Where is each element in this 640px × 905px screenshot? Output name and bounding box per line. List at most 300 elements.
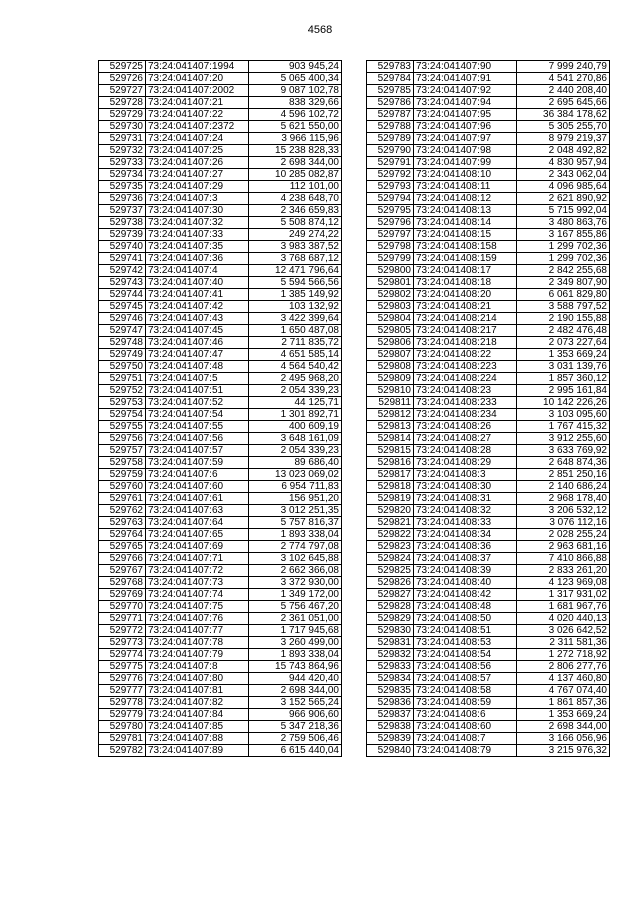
table-row	[99, 469, 342, 481]
cadastral-value-cell: 944 420,40	[249, 673, 342, 685]
cadastral-number-cell: 73:24:041407:41	[146, 289, 249, 301]
record-number-cell: 529784	[367, 73, 414, 85]
cadastral-value-cell: 3 768 687,12	[249, 253, 342, 265]
cadastral-number-cell: 73:24:041408:159	[414, 253, 517, 265]
cadastral-number-cell: 73:24:041407:46	[146, 337, 249, 349]
table-row	[99, 241, 342, 253]
table-row	[367, 637, 610, 649]
cadastral-number-cell: 73:24:041407:74	[146, 589, 249, 601]
cadastral-value-cell: 2 711 835,72	[249, 337, 342, 349]
record-number-cell: 529795	[367, 205, 414, 217]
cadastral-number-cell: 73:24:041408:36	[414, 541, 517, 553]
record-number-cell: 529769	[99, 589, 146, 601]
record-number-cell: 529822	[367, 529, 414, 541]
cadastral-value-cell: 966 906,60	[249, 709, 342, 721]
cadastral-number-cell: 73:24:041407:2372	[146, 121, 249, 133]
cadastral-value-cell: 3 103 095,60	[517, 409, 610, 421]
cadastral-value-cell: 9 087 102,78	[249, 85, 342, 97]
cadastral-table-right	[366, 60, 610, 757]
cadastral-number-cell: 73:24:041407:4	[146, 265, 249, 277]
table-row	[367, 109, 610, 121]
cadastral-number-cell: 73:24:041408:37	[414, 553, 517, 565]
cadastral-value-cell: 1 717 945,68	[249, 625, 342, 637]
cadastral-number-cell: 73:24:041407:98	[414, 145, 517, 157]
cadastral-value-cell: 3 026 642,52	[517, 625, 610, 637]
table-row	[99, 673, 342, 685]
cadastral-value-cell: 3 983 387,52	[249, 241, 342, 253]
cadastral-value-cell: 2 054 339,23	[249, 445, 342, 457]
cadastral-number-cell: 73:24:041407:43	[146, 313, 249, 325]
table-row	[367, 529, 610, 541]
cadastral-number-cell: 73:24:041408:20	[414, 289, 517, 301]
record-number-cell: 529727	[99, 85, 146, 97]
cadastral-number-cell: 73:24:041407:25	[146, 145, 249, 157]
table-row	[99, 565, 342, 577]
record-number-cell: 529745	[99, 301, 146, 313]
cadastral-number-cell: 73:24:041408:15	[414, 229, 517, 241]
table-row	[367, 193, 610, 205]
table-row	[99, 229, 342, 241]
record-number-cell: 529802	[367, 289, 414, 301]
table-row	[99, 661, 342, 673]
table-row	[367, 433, 610, 445]
table-row	[367, 373, 610, 385]
table-row	[99, 421, 342, 433]
record-number-cell: 529837	[367, 709, 414, 721]
table-row	[367, 421, 610, 433]
record-number-cell: 529753	[99, 397, 146, 409]
table-row	[367, 217, 610, 229]
table-row	[367, 265, 610, 277]
cadastral-value-cell: 3 102 645,88	[249, 553, 342, 565]
cadastral-value-cell: 2 806 277,76	[517, 661, 610, 673]
cadastral-value-cell: 2 698 344,00	[517, 721, 610, 733]
record-number-cell: 529824	[367, 553, 414, 565]
table-row	[99, 265, 342, 277]
cadastral-number-cell: 73:24:041408:234	[414, 409, 517, 421]
cadastral-number-cell: 73:24:041407:3	[146, 193, 249, 205]
cadastral-number-cell: 73:24:041407:61	[146, 493, 249, 505]
table-row	[367, 565, 610, 577]
record-number-cell: 529823	[367, 541, 414, 553]
cadastral-value-cell: 1 299 702,36	[517, 253, 610, 265]
table-row	[367, 673, 610, 685]
cadastral-value-cell: 3 167 855,86	[517, 229, 610, 241]
table-row	[367, 589, 610, 601]
table-row	[99, 181, 342, 193]
cadastral-value-cell: 3 260 499,00	[249, 637, 342, 649]
record-number-cell: 529747	[99, 325, 146, 337]
cadastral-number-cell: 73:24:041408:14	[414, 217, 517, 229]
cadastral-number-cell: 73:24:041407:71	[146, 553, 249, 565]
cadastral-value-cell: 3 633 769,92	[517, 445, 610, 457]
record-number-cell: 529779	[99, 709, 146, 721]
cadastral-value-cell: 4 767 074,40	[517, 685, 610, 697]
cadastral-number-cell: 73:24:041407:75	[146, 601, 249, 613]
record-number-cell: 529838	[367, 721, 414, 733]
table-row	[99, 445, 342, 457]
record-number-cell: 529826	[367, 577, 414, 589]
cadastral-number-cell: 73:24:041408:39	[414, 565, 517, 577]
record-number-cell: 529772	[99, 625, 146, 637]
cadastral-number-cell: 73:24:041408:48	[414, 601, 517, 613]
table-row	[99, 301, 342, 313]
record-number-cell: 529728	[99, 97, 146, 109]
cadastral-number-cell: 73:24:041408:13	[414, 205, 517, 217]
cadastral-number-cell: 73:24:041407:2002	[146, 85, 249, 97]
cadastral-number-cell: 73:24:041408:27	[414, 433, 517, 445]
cadastral-number-cell: 73:24:041407:73	[146, 577, 249, 589]
cadastral-value-cell: 2 833 261,20	[517, 565, 610, 577]
table-row	[367, 517, 610, 529]
cadastral-value-cell: 3 031 139,76	[517, 361, 610, 373]
cadastral-number-cell: 73:24:041407:26	[146, 157, 249, 169]
cadastral-value-cell: 1 299 702,36	[517, 241, 610, 253]
table-row	[367, 133, 610, 145]
cadastral-value-cell: 1 681 967,76	[517, 601, 610, 613]
record-number-cell: 529797	[367, 229, 414, 241]
cadastral-number-cell: 73:24:041408:3	[414, 469, 517, 481]
cadastral-table-right-body	[367, 61, 610, 757]
record-number-cell: 529796	[367, 217, 414, 229]
cadastral-number-cell: 73:24:041408:56	[414, 661, 517, 673]
cadastral-number-cell: 73:24:041408:17	[414, 265, 517, 277]
cadastral-number-cell: 73:24:041407:21	[146, 97, 249, 109]
record-number-cell: 529754	[99, 409, 146, 421]
table-row	[367, 505, 610, 517]
cadastral-value-cell: 3 215 976,32	[517, 745, 610, 757]
record-number-cell: 529812	[367, 409, 414, 421]
cadastral-value-cell: 2 698 344,00	[249, 685, 342, 697]
cadastral-value-cell: 2 621 890,92	[517, 193, 610, 205]
table-row	[367, 481, 610, 493]
table-row	[367, 685, 610, 697]
cadastral-number-cell: 73:24:041407:30	[146, 205, 249, 217]
record-number-cell: 529770	[99, 601, 146, 613]
table-row	[99, 529, 342, 541]
cadastral-number-cell: 73:24:041408:57	[414, 673, 517, 685]
record-number-cell: 529750	[99, 361, 146, 373]
cadastral-number-cell: 73:24:041407:63	[146, 505, 249, 517]
cadastral-number-cell: 73:24:041408:10	[414, 169, 517, 181]
table-row	[367, 745, 610, 757]
record-number-cell: 529755	[99, 421, 146, 433]
cadastral-number-cell: 73:24:041408:34	[414, 529, 517, 541]
cadastral-value-cell: 5 065 400,34	[249, 73, 342, 85]
cadastral-value-cell: 2 349 807,90	[517, 277, 610, 289]
cadastral-value-cell: 2 361 051,00	[249, 613, 342, 625]
table-row	[99, 325, 342, 337]
record-number-cell: 529789	[367, 133, 414, 145]
cadastral-number-cell: 73:24:041407:97	[414, 133, 517, 145]
cadastral-value-cell: 2 995 161,84	[517, 385, 610, 397]
table-row	[367, 397, 610, 409]
table-row	[99, 217, 342, 229]
cadastral-value-cell: 5 621 550,00	[249, 121, 342, 133]
table-row	[367, 541, 610, 553]
table-row	[367, 385, 610, 397]
cadastral-value-cell: 36 384 178,62	[517, 109, 610, 121]
table-row	[367, 85, 610, 97]
cadastral-value-cell: 2 311 581,36	[517, 637, 610, 649]
record-number-cell: 529730	[99, 121, 146, 133]
cadastral-value-cell: 1 272 718,92	[517, 649, 610, 661]
cadastral-number-cell: 73:24:041407:95	[414, 109, 517, 121]
record-number-cell: 529748	[99, 337, 146, 349]
cadastral-value-cell: 2 968 178,40	[517, 493, 610, 505]
cadastral-number-cell: 73:24:041407:65	[146, 529, 249, 541]
record-number-cell: 529805	[367, 325, 414, 337]
cadastral-value-cell: 249 274,22	[249, 229, 342, 241]
cadastral-number-cell: 73:24:041407:32	[146, 217, 249, 229]
table-row	[99, 373, 342, 385]
cadastral-value-cell: 6 061 829,80	[517, 289, 610, 301]
table-row	[367, 121, 610, 133]
cadastral-number-cell: 73:24:041407:36	[146, 253, 249, 265]
table-row	[99, 193, 342, 205]
cadastral-value-cell: 3 206 532,12	[517, 505, 610, 517]
record-number-cell: 529743	[99, 277, 146, 289]
cadastral-number-cell: 73:24:041407:33	[146, 229, 249, 241]
cadastral-value-cell: 4 651 585,14	[249, 349, 342, 361]
table-row	[367, 325, 610, 337]
table-row	[367, 97, 610, 109]
cadastral-value-cell: 15 743 864,96	[249, 661, 342, 673]
record-number-cell: 529814	[367, 433, 414, 445]
cadastral-number-cell: 73:24:041407:47	[146, 349, 249, 361]
cadastral-number-cell: 73:24:041407:5	[146, 373, 249, 385]
table-row	[367, 253, 610, 265]
record-number-cell: 529839	[367, 733, 414, 745]
record-number-cell: 529825	[367, 565, 414, 577]
cadastral-number-cell: 73:24:041407:29	[146, 181, 249, 193]
record-number-cell: 529726	[99, 73, 146, 85]
table-row	[367, 601, 610, 613]
cadastral-number-cell: 73:24:041408:54	[414, 649, 517, 661]
cadastral-number-cell: 73:24:041407:48	[146, 361, 249, 373]
cadastral-number-cell: 73:24:041407:40	[146, 277, 249, 289]
cadastral-number-cell: 73:24:041407:81	[146, 685, 249, 697]
record-number-cell: 529799	[367, 253, 414, 265]
cadastral-number-cell: 73:24:041407:64	[146, 517, 249, 529]
table-row	[99, 577, 342, 589]
cadastral-number-cell: 73:24:041407:35	[146, 241, 249, 253]
cadastral-value-cell: 12 471 796,64	[249, 265, 342, 277]
cadastral-number-cell: 73:24:041407:42	[146, 301, 249, 313]
record-number-cell: 529749	[99, 349, 146, 361]
record-number-cell: 529792	[367, 169, 414, 181]
cadastral-value-cell: 6 615 440,04	[249, 745, 342, 757]
table-row	[99, 205, 342, 217]
cadastral-number-cell: 73:24:041408:53	[414, 637, 517, 649]
table-row	[99, 745, 342, 757]
cadastral-value-cell: 1 650 487,08	[249, 325, 342, 337]
record-number-cell: 529829	[367, 613, 414, 625]
record-number-cell: 529766	[99, 553, 146, 565]
cadastral-number-cell: 73:24:041408:217	[414, 325, 517, 337]
record-number-cell: 529787	[367, 109, 414, 121]
cadastral-number-cell: 73:24:041407:90	[414, 61, 517, 73]
cadastral-value-cell: 89 686,40	[249, 457, 342, 469]
cadastral-value-cell: 2 774 797,08	[249, 541, 342, 553]
table-row	[99, 637, 342, 649]
record-number-cell: 529809	[367, 373, 414, 385]
cadastral-value-cell: 5 594 566,56	[249, 277, 342, 289]
cadastral-number-cell: 73:24:041407:91	[414, 73, 517, 85]
record-number-cell: 529790	[367, 145, 414, 157]
cadastral-value-cell: 5 757 816,37	[249, 517, 342, 529]
record-number-cell: 529751	[99, 373, 146, 385]
table-row	[367, 733, 610, 745]
cadastral-table-left-body	[99, 61, 342, 757]
cadastral-number-cell: 73:24:041408:218	[414, 337, 517, 349]
cadastral-value-cell: 2 440 208,40	[517, 85, 610, 97]
record-number-cell: 529756	[99, 433, 146, 445]
cadastral-value-cell: 2 648 874,36	[517, 457, 610, 469]
cadastral-number-cell: 73:24:041407:8	[146, 661, 249, 673]
cadastral-value-cell: 4 137 460,80	[517, 673, 610, 685]
table-row	[99, 337, 342, 349]
cadastral-number-cell: 73:24:041407:59	[146, 457, 249, 469]
table-row	[99, 721, 342, 733]
cadastral-number-cell: 73:24:041408:30	[414, 481, 517, 493]
record-number-cell: 529827	[367, 589, 414, 601]
cadastral-value-cell: 2 073 227,64	[517, 337, 610, 349]
record-number-cell: 529746	[99, 313, 146, 325]
table-row	[367, 553, 610, 565]
cadastral-value-cell: 3 372 930,00	[249, 577, 342, 589]
table-row	[99, 433, 342, 445]
table-row	[99, 625, 342, 637]
cadastral-value-cell: 2 048 492,82	[517, 145, 610, 157]
table-row	[367, 721, 610, 733]
cadastral-number-cell: 73:24:041408:58	[414, 685, 517, 697]
cadastral-number-cell: 73:24:041408:224	[414, 373, 517, 385]
table-row	[367, 709, 610, 721]
cadastral-value-cell: 4 830 957,94	[517, 157, 610, 169]
record-number-cell: 529774	[99, 649, 146, 661]
cadastral-number-cell: 73:24:041407:69	[146, 541, 249, 553]
record-number-cell: 529836	[367, 697, 414, 709]
table-row	[367, 277, 610, 289]
table-row	[99, 289, 342, 301]
cadastral-value-cell: 2 963 681,16	[517, 541, 610, 553]
cadastral-number-cell: 73:24:041408:26	[414, 421, 517, 433]
record-number-cell: 529773	[99, 637, 146, 649]
cadastral-value-cell: 1 385 149,92	[249, 289, 342, 301]
cadastral-number-cell: 73:24:041407:6	[146, 469, 249, 481]
record-number-cell: 529804	[367, 313, 414, 325]
cadastral-value-cell: 44 125,71	[249, 397, 342, 409]
cadastral-value-cell: 5 347 218,36	[249, 721, 342, 733]
record-number-cell: 529835	[367, 685, 414, 697]
cadastral-number-cell: 73:24:041408:60	[414, 721, 517, 733]
cadastral-number-cell: 73:24:041407:84	[146, 709, 249, 721]
table-row	[367, 493, 610, 505]
table-row	[367, 169, 610, 181]
cadastral-value-cell: 13 023 069,02	[249, 469, 342, 481]
record-number-cell: 529816	[367, 457, 414, 469]
cadastral-value-cell: 7 410 866,88	[517, 553, 610, 565]
cadastral-number-cell: 73:24:041407:22	[146, 109, 249, 121]
cadastral-value-cell: 3 166 056,96	[517, 733, 610, 745]
record-number-cell: 529840	[367, 745, 414, 757]
record-number-cell: 529762	[99, 505, 146, 517]
record-number-cell: 529744	[99, 289, 146, 301]
record-number-cell: 529834	[367, 673, 414, 685]
cadastral-value-cell: 2 759 506,46	[249, 733, 342, 745]
table-row	[99, 709, 342, 721]
record-number-cell: 529778	[99, 697, 146, 709]
cadastral-value-cell: 15 238 828,33	[249, 145, 342, 157]
cadastral-number-cell: 73:24:041407:94	[414, 97, 517, 109]
table-row	[367, 361, 610, 373]
cadastral-number-cell: 73:24:041408:29	[414, 457, 517, 469]
cadastral-number-cell: 73:24:041407:99	[414, 157, 517, 169]
cadastral-value-cell: 4 123 969,08	[517, 577, 610, 589]
record-number-cell: 529735	[99, 181, 146, 193]
record-number-cell: 529788	[367, 121, 414, 133]
cadastral-number-cell: 73:24:041408:233	[414, 397, 517, 409]
record-number-cell: 529739	[99, 229, 146, 241]
record-number-cell: 529785	[367, 85, 414, 97]
cadastral-value-cell: 5 756 467,20	[249, 601, 342, 613]
cadastral-number-cell: 73:24:041407:78	[146, 637, 249, 649]
table-row	[99, 733, 342, 745]
cadastral-value-cell: 1 893 338,04	[249, 649, 342, 661]
cadastral-value-cell: 2 482 476,48	[517, 325, 610, 337]
table-row	[367, 313, 610, 325]
table-row	[99, 589, 342, 601]
table-row	[99, 253, 342, 265]
cadastral-number-cell: 73:24:041408:59	[414, 697, 517, 709]
cadastral-number-cell: 73:24:041407:72	[146, 565, 249, 577]
record-number-cell: 529737	[99, 205, 146, 217]
cadastral-number-cell: 73:24:041407:1994	[146, 61, 249, 73]
cadastral-value-cell: 2 842 255,68	[517, 265, 610, 277]
record-number-cell: 529813	[367, 421, 414, 433]
cadastral-value-cell: 1 857 360,12	[517, 373, 610, 385]
table-row	[367, 445, 610, 457]
record-number-cell: 529764	[99, 529, 146, 541]
cadastral-value-cell: 1 767 415,32	[517, 421, 610, 433]
record-number-cell: 529733	[99, 157, 146, 169]
cadastral-number-cell: 73:24:041407:56	[146, 433, 249, 445]
cadastral-number-cell: 73:24:041407:45	[146, 325, 249, 337]
cadastral-value-cell: 1 893 338,04	[249, 529, 342, 541]
cadastral-number-cell: 73:24:041407:51	[146, 385, 249, 397]
table-row	[99, 121, 342, 133]
cadastral-value-cell: 3 422 399,64	[249, 313, 342, 325]
record-number-cell: 529729	[99, 109, 146, 121]
table-row	[367, 145, 610, 157]
record-number-cell: 529780	[99, 721, 146, 733]
table-row	[367, 697, 610, 709]
cadastral-number-cell: 73:24:041408:21	[414, 301, 517, 313]
record-number-cell: 529760	[99, 481, 146, 493]
cadastral-number-cell: 73:24:041408:214	[414, 313, 517, 325]
record-number-cell: 529771	[99, 613, 146, 625]
cadastral-value-cell: 1 861 857,36	[517, 697, 610, 709]
table-row	[367, 457, 610, 469]
cadastral-number-cell: 73:24:041408:6	[414, 709, 517, 721]
table-row	[99, 541, 342, 553]
cadastral-value-cell: 5 305 255,70	[517, 121, 610, 133]
cadastral-value-cell: 10 285 082,87	[249, 169, 342, 181]
table-row	[99, 697, 342, 709]
cadastral-value-cell: 2 662 366,08	[249, 565, 342, 577]
cadastral-number-cell: 73:24:041407:88	[146, 733, 249, 745]
